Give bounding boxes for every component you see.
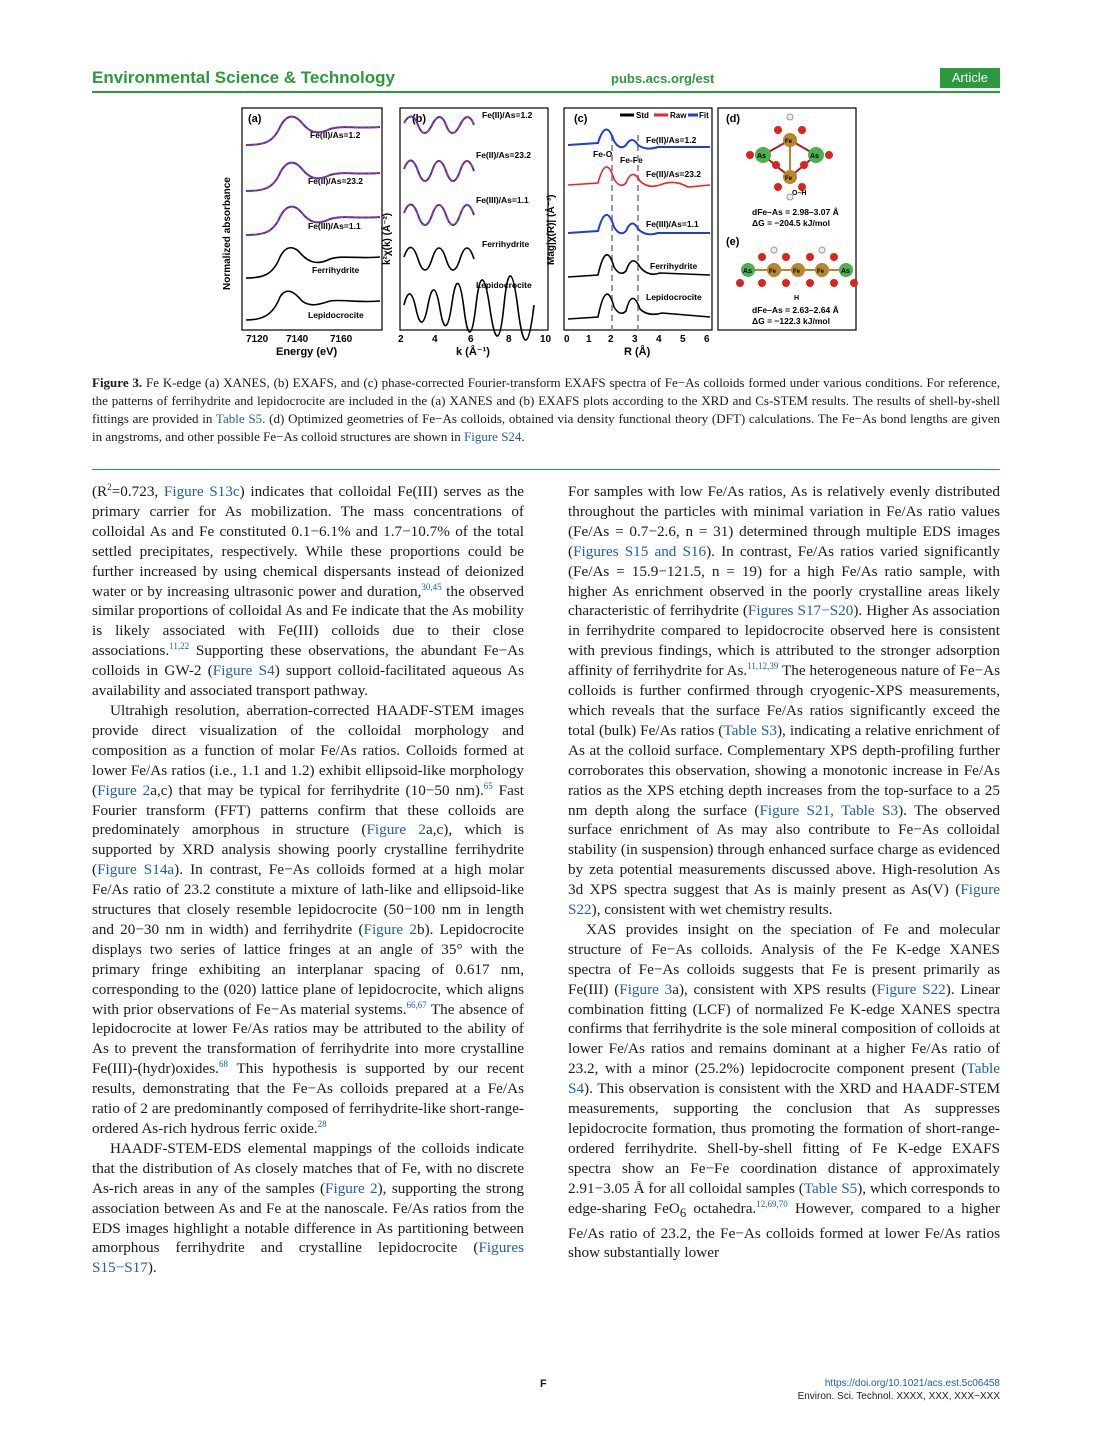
link-figure-s14a[interactable]: Figure S14a — [97, 861, 175, 879]
panel-a — [222, 108, 382, 358]
text: The heterogeneous nature of Fe−As colloids is further confirmed through cryogenic-XPS measurements, which reveals that the surface Fe/As ratios significantly exceed the total (bulk) Fe/As ratios ( — [568, 662, 1001, 739]
text: ) support colloid-facilitated aqueous As availability and associated transport pathway. — [92, 662, 524, 700]
panel-d-label: (d) — [726, 113, 741, 125]
panel-b-curve-label-2: Fe(II)/As=23.2 — [476, 150, 532, 160]
panel-b-xtick-2: 4 — [432, 334, 438, 345]
panel-a-curve-label-4: Ferrihydrite — [312, 265, 360, 275]
reference-link[interactable]: 28 — [317, 1119, 327, 1129]
text: a), consistent with XPS results ( — [672, 980, 877, 998]
panel-a-curve-label-3: Fe(III)/As=1.1 — [308, 221, 361, 231]
panel-c-xtick-1: 1 — [586, 334, 592, 345]
caption-text-2: . (d) Optimized geometries of Fe−As colloids, obtained via density functional theory (DFT) calculations. The Fe−As bond lengths are given in angstroms, and other possible Fe−As colloid structures are shown in — [92, 411, 1000, 444]
text: ). In contrast, Fe/As ratios varied significantly (Fe/As = 15.9−121.5, n = 19) for a high Fe/As ratio sample, with higher As enrichment observed in the poorly crystalline areas likely characteristic of ferrihydrite ( — [568, 542, 1000, 620]
panel-b-xlabel: k (Å⁻¹) — [456, 346, 490, 358]
panel-d-energy: ΔG = −204.5 kJ/mol — [752, 218, 830, 228]
panel-e-structure — [736, 247, 858, 287]
panel-d-atom-oh: O–H — [792, 190, 807, 197]
panel-b-ylabel: k²χ(k) (Å⁻²) — [382, 212, 393, 265]
text: XAS provides insight on the speciation of Fe and molecular structure of Fe−As colloids. Analysis of the Fe K-edge XANES spectra of Fe−As colloids suggests that Fe is present primarily as Fe(III) ( — [568, 920, 1000, 998]
panel-d-atom-fe-top: Fe — [785, 139, 793, 145]
link-figure-3[interactable]: Figure 3 — [619, 980, 673, 998]
peak-label-fe-o: Fe-O — [593, 149, 613, 159]
panel-e-distance: dFe–As = 2.63–2.64 Å — [752, 305, 839, 315]
panel-a-curve-label-2: Fe(II)/As=23.2 — [308, 176, 364, 186]
panel-a-label: (a) — [248, 113, 262, 125]
text: =0.723, — [111, 483, 164, 500]
link-figure-2[interactable]: Figure 2 — [363, 920, 417, 938]
link-figure-2[interactable]: Figure 2 — [97, 781, 151, 799]
text: For samples with low Fe/As ratios, As is relatively evenly distributed throughout the particles with minimal variation in Fe/As ratio values (Fe/As = 0.7−2.6, n = 31) determined through multiple EDS images ( — [568, 483, 1000, 560]
panel-e-atom-fe-3: Fe — [817, 269, 825, 275]
panel-c-curve-label-3: Fe(III)/As=1.1 — [646, 219, 699, 229]
doi-link[interactable]: https://doi.org/10.1021/acs.est.5c06458 — [824, 1378, 1000, 1389]
panel-e-atom-fe-1: Fe — [769, 269, 777, 275]
right-paragraph-2 — [568, 920, 1000, 1263]
text: Ultrahigh resolution, aberration-corrected HAADF-STEM images provide direct visualization of the colloidal morphology and composition as a function of molar Fe/As ratios. Colloids formed at lower Fe/As ratios (i.e., 1.1 and 1.2) exhibit ellipsoid-like morphology ( — [92, 701, 524, 799]
panel-b-label: (b) — [412, 113, 427, 125]
panel-a-xtick-2: 7140 — [286, 334, 309, 345]
reference-link[interactable]: 12,69,70 — [756, 1198, 788, 1209]
panel-e-atom-as-left: As — [743, 268, 752, 275]
panel-c-xtick-2: 2 — [608, 334, 614, 345]
legend-fit-label: Fit — [699, 111, 709, 120]
panel-a-xtick-1: 7120 — [246, 334, 269, 345]
figure-caption — [92, 374, 1000, 446]
panel-d-atom-as-left: As — [757, 153, 766, 160]
page-number: F — [540, 1378, 547, 1390]
link-figure-s22[interactable]: Figure S22 — [568, 881, 1000, 919]
panel-b-xtick-5: 10 — [540, 334, 552, 345]
panel-c-curve-label-5: Lepidocrocite — [646, 292, 702, 302]
text: Fast Fourier transform (FFT) patterns confirm that these colloids are predominately amorphous in structure ( — [92, 781, 524, 839]
panel-a-curve-label-5: Lepidocrocite — [308, 310, 364, 320]
caption-text-1: Fe K-edge (a) XANES, (b) EXAFS, and (c) phase-corrected Fourier-transform EXAFS spectra of Fe−As colloids formed under various conditions. For reference, the patterns of ferrihydrite and lepidocrocite are included in the (a) XANES and (b) EXAFS plots according to the XRD and Cs-STEM results. The results of shell-by-shell fittings are provided in — [92, 375, 1000, 426]
text: This hypothesis is supported by our recent results, demonstrating that the Fe−As colloids prepared at a Fe/As ratio of 2 are predominantly composed of ferrihydrite-like short-range-ordered As-rich hydrous ferric oxide. — [92, 1060, 524, 1137]
link-figure-s21-table-s3[interactable]: Figure S21, Table S3 — [759, 801, 899, 819]
right-column — [568, 482, 1000, 1263]
panel-e-label: (e) — [726, 236, 740, 248]
link-figures-s15-s17[interactable]: Figures S15−S17 — [92, 1239, 524, 1277]
panel-c-xtick-3: 3 — [632, 334, 638, 345]
text: ). — [147, 1259, 157, 1277]
panel-b-xtick-1: 2 — [398, 334, 404, 345]
text: a,c), which is supported by XRD analysis showing poorly crystalline ferrihydrite ( — [92, 821, 525, 879]
left-paragraph-2 — [92, 701, 524, 1139]
panel-c-curve-label-2: Fe(II)/As=23.2 — [646, 169, 702, 179]
link-table-s4[interactable]: Table S4 — [568, 1060, 1000, 1098]
panel-c-xtick-5: 5 — [680, 334, 686, 345]
header-rule — [92, 91, 1000, 93]
text: ). In contrast, Fe−As colloids formed at a high molar Fe/As ratio of 23.2 constitute a mixture of lath-like and ellipsoid-like structures that closely resemble lepidocrocite (50−100 nm in length and 20−30 nm in width) and ferrihydrite ( — [92, 861, 524, 938]
superscript: 2 — [107, 482, 112, 492]
text: HAADF-STEM-EDS elemental mappings of the colloids indicate that the distribution of As closely matches that of Fe, with no discrete As-rich areas in any of the samples ( — [92, 1139, 524, 1197]
reference-link[interactable]: 66,67 — [406, 999, 427, 1010]
panel-e-atom-h: H — [794, 295, 800, 302]
panel-e-energy: ΔG = −122.3 kJ/mol — [752, 316, 830, 326]
figure-3 — [218, 105, 1018, 365]
panel-c-xtick-0: 0 — [564, 334, 570, 345]
text: the observed similar proportions of colloidal As and Fe indicate that the As mobility is likely associated with Fe(III) colloids due to their close associations. — [92, 582, 524, 660]
panel-c-curve-label-4: Ferrihydrite — [650, 261, 698, 271]
panel-c — [544, 108, 712, 358]
panel-de — [718, 108, 858, 330]
text: ). The observed surface enrichment of As may also contribute to Fe−As colloidal stability (in suspension) through enhanced surface charge as evidenced by zeta potential measurements discussed above. High-resolution As 3d XPS spectra suggest that As is mainly present as As(V) ( — [568, 801, 1000, 899]
panel-b-curve-4 — [404, 247, 474, 270]
panel-c-ylabel: Mag|χ(R)| (Å⁻³) — [546, 194, 557, 265]
text: ). Higher As association in ferrihydrite compared to lepidocrocite observed here is consistent with previous findings, which is attributed to the stronger adsorption affinity of ferrihydrite for As. — [568, 602, 1000, 680]
text: The absence of lepidocrocite at lower Fe/As ratios may be attributed to the ability of As to prevent the transformation of ferrihydrite into more crystalline Fe(III)-(hydr)oxides. — [92, 1000, 524, 1078]
text: ). This observation is consistent with the XRD and HAADF-STEM measurements, supporting the conclusion that As suppresses lepidocrocite formation, thus promoting the formation of short-range-ordered ferrihydrite. Shell-by-shell fitting of Fe K-edge EXAFS spectra show an Fe−Fe coordination distance of approximately 2.91−3.05 Å for all colloidal samples ( — [568, 1080, 1000, 1197]
text: ), consistent with wet chemistry results. — [591, 901, 833, 919]
link-table-s3[interactable]: Table S3 — [723, 721, 777, 739]
right-paragraph-1 — [568, 482, 1000, 920]
link-table-s5[interactable]: Table S5 — [803, 1179, 858, 1197]
peak-label-fe-fe: Fe-Fe — [620, 155, 643, 165]
panel-b-curve-label-4: Ferrihydrite — [482, 239, 530, 249]
text: ) indicates that colloidal Fe(III) serves as the primary carrier for As mobilization. The mass concentrations of colloidal As and Fe constituted 0.1−6.1% and 1.7−10.7% of the total settled precipitates, respectively. While these proportions could be further increased by using chemical dispersants instead of deionized water or by increasing ultrasonic power and duration, — [92, 483, 524, 600]
link-figures-s15-s16[interactable]: Figures S15 and S16 — [573, 542, 707, 560]
left-paragraph-1 — [92, 482, 524, 701]
panel-a-ylabel: Normalized absorbance — [222, 177, 233, 290]
panel-d-distance: dFe–As = 2.98–3.07 Å — [752, 207, 839, 217]
panel-b-xtick-4: 8 — [506, 334, 512, 345]
text: However, compared to a higher Fe/As ratio of 23.2, the Fe−As colloids formed at lower Fe/As ratios show substantially lower — [568, 1199, 1000, 1262]
journal-title[interactable]: Environmental Science & Technology — [92, 68, 395, 87]
panel-e-atom-fe-2: Fe — [793, 269, 801, 275]
panel-d-atom-as-right: As — [810, 153, 819, 160]
panel-b-xtick-3: 6 — [468, 334, 474, 345]
panel-a-xlabel: Energy (eV) — [276, 346, 338, 358]
legend-std-label: Std — [636, 111, 649, 120]
link-figure-s4[interactable]: Figure S4 — [212, 662, 275, 680]
text: Supporting these observations, the abundant Fe−As colloids in GW-2 ( — [92, 642, 524, 680]
left-column — [92, 482, 524, 1278]
caption-text-3: . — [521, 429, 525, 444]
reference-link[interactable]: 30,45 — [421, 581, 442, 592]
panel-b-curve-label-3: Fe(III)/As=1.1 — [476, 195, 529, 205]
panel-b — [380, 108, 552, 358]
panel-b-curve-label-1: Fe(II)/As=1.2 — [482, 110, 533, 120]
left-paragraph-3 — [92, 1139, 524, 1278]
panel-b-curve-label-5: Lepidocrocite — [476, 280, 532, 290]
text: ), indicating a relative enrichment of As at the colloid surface. Complementary XPS depth-profiling further corroborates this observation, showing a monotonic increase in Fe/As ratios as the XPS etching depth increases from the top-surface to a 25 nm depth along the surface ( — [568, 721, 1000, 819]
caption-link-figure-s24[interactable]: Figure S24 — [464, 429, 522, 444]
text: ). Linear combination fitting (LCF) of normalized Fe K-edge XANES spectra confirms that ferrihydrite is the sole mineral composition of colloids at lower Fe/As ratios and remains dominant at a higher Fe/As ratio of 23.2, with a minor (25.2%) lepidocrocite component present ( — [568, 980, 1000, 1078]
caption-label: Figure 3. — [92, 375, 143, 390]
panel-c-xtick-4: 4 — [656, 334, 662, 345]
caption-link-table-s5[interactable]: Table S5 — [215, 411, 263, 426]
citation-line: Environ. Sci. Technol. XXXX, XXX, XXX−XXX — [797, 1391, 1000, 1402]
link-figure-s22[interactable]: Figure S22 — [876, 980, 946, 998]
text: (R — [92, 483, 108, 500]
link-figures-s17-s20[interactable]: Figures S17−S20 — [747, 602, 854, 620]
panel-c-curve-label-1: Fe(II)/As=1.2 — [646, 135, 697, 145]
panel-c-xtick-6: 6 — [704, 334, 710, 345]
caption-rule — [92, 469, 1000, 470]
panel-a-xtick-3: 7160 — [330, 334, 353, 345]
link-figure-2[interactable]: Figure 2 — [366, 821, 427, 839]
panel-a-curve-label-1: Fe(II)/As=1.2 — [310, 130, 361, 140]
reference-link[interactable]: 68 — [218, 1059, 228, 1070]
legend-raw-label: Raw — [670, 111, 687, 120]
subscript: 6 — [679, 1205, 687, 1220]
panel-d-atom-fe-bottom: Fe — [785, 176, 793, 182]
panel-c-xlabel: R (Å) — [624, 346, 651, 358]
text: octahedra. — [686, 1199, 757, 1217]
text: a,c) that may be typical for ferrihydrite (10−50 nm). — [150, 781, 484, 799]
panel-e-atom-as-right: As — [841, 268, 850, 275]
reference-link[interactable]: 11,12,39 — [747, 661, 779, 672]
journal-site-link[interactable]: pubs.acs.org/est — [611, 71, 715, 86]
text: b). Lepidocrocite displays two series of lattice fringes at an angle of 35° with the primary fringe exhibiting an interplanar spacing of 0.617 nm, corresponding to the (020) lattice plane of lepidocrocite, which aligns with prior observations of Fe−As material systems. — [92, 920, 524, 1018]
reference-link[interactable]: 11,22 — [169, 641, 190, 652]
reference-link[interactable]: 65 — [483, 780, 493, 791]
text: ), supporting the strong association between As and Fe at the nanoscale. Fe/As ratios from the EDS images highlight a notable difference in As partitioning between amorphous ferrihydrite and crystalline lepidocrocite ( — [92, 1179, 524, 1257]
article-type-badge: Article — [940, 68, 1000, 88]
panel-c-label: (c) — [574, 113, 588, 125]
page-header — [92, 68, 1000, 90]
text: ), which corresponds to edge-sharing FeO — [568, 1179, 1000, 1217]
link-figure-2[interactable]: Figure 2 — [325, 1179, 378, 1197]
link-figure-s13c[interactable]: Figure S13c — [163, 483, 240, 500]
